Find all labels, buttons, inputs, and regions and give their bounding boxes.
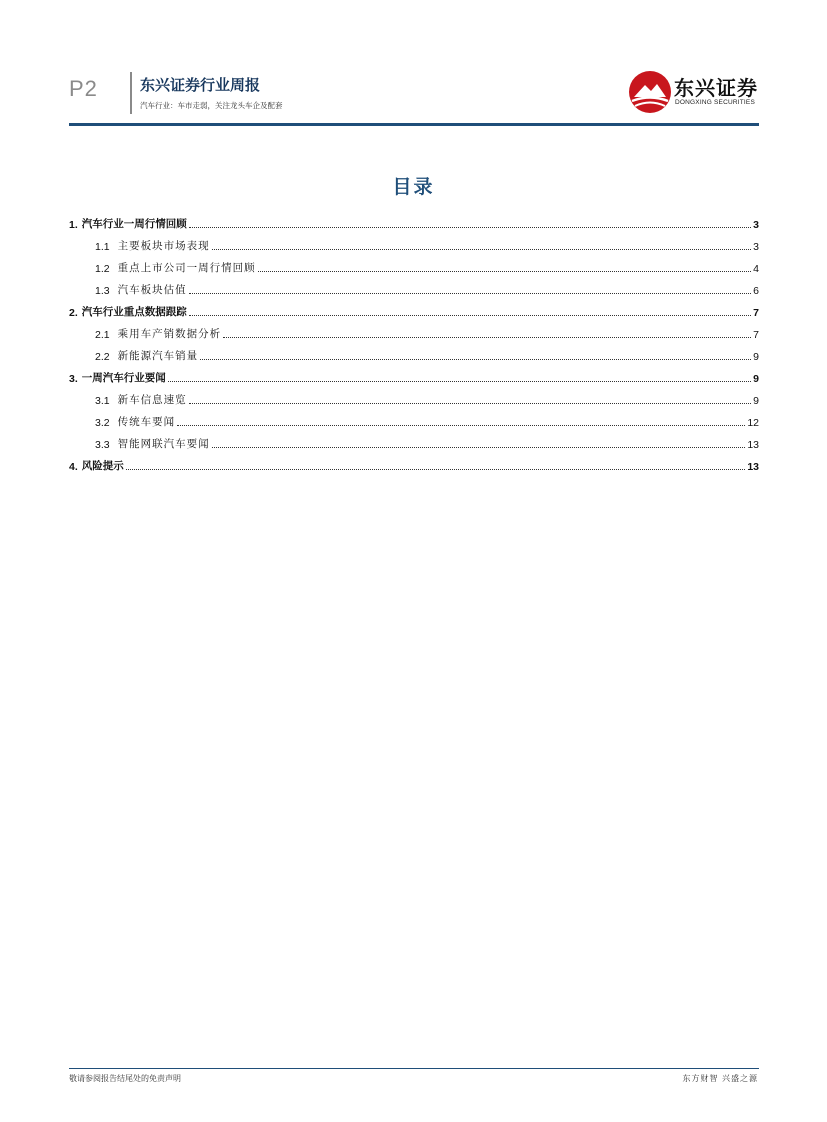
- toc-entry-label: 传统车要闻: [117, 416, 176, 428]
- toc-leader-dots: [223, 336, 751, 338]
- table-of-contents: [69, 209, 759, 473]
- logo-name-en: DONGXING SECURITIES: [675, 99, 756, 106]
- toc-title: 目录: [392, 176, 435, 198]
- toc-entry-page: 4: [753, 263, 759, 275]
- toc-entry-label: 汽车行业重点数据跟踪: [81, 306, 187, 318]
- footer-rule: [69, 1068, 759, 1069]
- toc-entry-number: 2.: [69, 307, 78, 319]
- toc-entry-page: 13: [747, 461, 759, 473]
- page-number: P2: [69, 76, 98, 101]
- report-title: 东兴证券行业周报: [140, 76, 261, 94]
- toc-entry[interactable]: [69, 209, 759, 231]
- toc-entry-page: 3: [753, 241, 759, 253]
- toc-leader-dots: [189, 314, 751, 316]
- toc-entry[interactable]: [69, 297, 759, 319]
- toc-entry-label: 新能源汽车销量: [117, 350, 199, 362]
- toc-entry-label: 新车信息速览: [117, 394, 187, 406]
- toc-leader-dots: [200, 358, 751, 360]
- logo-mark-icon: [628, 70, 672, 114]
- toc-leader-dots: [189, 402, 752, 404]
- toc-entry[interactable]: [69, 451, 759, 473]
- toc-leader-dots: [212, 446, 746, 448]
- toc-leader-dots: [189, 226, 751, 228]
- toc-leader-dots: [177, 424, 745, 426]
- toc-entry-label: 一周汽车行业要闻: [81, 372, 166, 384]
- toc-entry-number: 2.2: [95, 351, 110, 363]
- toc-entry-label: 重点上市公司一周行情回顾: [117, 262, 256, 274]
- toc-entry-label: 乘用车产销数据分析: [117, 328, 222, 340]
- toc-entry-label: 智能网联汽车要闻: [117, 438, 210, 450]
- toc-entry-label: 风险提示: [81, 460, 124, 472]
- toc-entry-page: 7: [753, 307, 759, 319]
- toc-leader-dots: [189, 292, 752, 294]
- toc-entry-number: 1.: [69, 219, 78, 231]
- toc-leader-dots: [168, 380, 751, 382]
- toc-entry-number: 3.2: [95, 417, 110, 429]
- toc-entry-label: 主要板块市场表现: [117, 240, 210, 252]
- toc-entry[interactable]: [69, 253, 759, 275]
- toc-entry-number: 3.: [69, 373, 78, 385]
- report-subtitle: 汽车行业：车市走弱，关注龙头车企及配套: [140, 101, 283, 110]
- toc-entry-label: 汽车板块估值: [117, 284, 187, 296]
- toc-entry-number: 1.3: [95, 285, 110, 297]
- toc-entry-page: 9: [753, 351, 759, 363]
- toc-entry-page: 12: [747, 417, 759, 429]
- header-rule: [69, 123, 759, 126]
- toc-entry-page: 6: [753, 285, 759, 297]
- toc-entry-number: 3.1: [95, 395, 110, 407]
- toc-entry-page: 13: [747, 439, 759, 451]
- footer-slogan: 东方财智 兴盛之源: [682, 1074, 758, 1083]
- toc-entry-number: 1.2: [95, 263, 110, 275]
- toc-entry-label: 汽车行业一周行情回顾: [81, 218, 187, 230]
- toc-leader-dots: [212, 248, 752, 250]
- logo-name-cn: 东兴证券: [674, 76, 758, 100]
- company-logo: [628, 68, 758, 116]
- toc-entry[interactable]: [69, 231, 759, 253]
- toc-entry-page: 9: [753, 395, 759, 407]
- toc-entry[interactable]: [69, 429, 759, 451]
- toc-entry-page: 3: [753, 219, 759, 231]
- toc-entry[interactable]: [69, 407, 759, 429]
- footer-disclaimer: 敬请参阅报告结尾处的免责声明: [69, 1074, 181, 1083]
- toc-leader-dots: [126, 468, 746, 470]
- toc-entry[interactable]: [69, 385, 759, 407]
- toc-entry[interactable]: [69, 341, 759, 363]
- toc-leader-dots: [258, 270, 752, 272]
- toc-entry[interactable]: [69, 319, 759, 341]
- toc-entry[interactable]: [69, 275, 759, 297]
- toc-entry-number: 4.: [69, 461, 78, 473]
- toc-entry-page: 7: [753, 329, 759, 341]
- toc-entry-number: 1.1: [95, 241, 110, 253]
- toc-entry-number: 3.3: [95, 439, 110, 451]
- toc-entry-page: 9: [753, 373, 759, 385]
- header-separator: [130, 72, 132, 114]
- toc-entry-number: 2.1: [95, 329, 110, 341]
- toc-entry[interactable]: [69, 363, 759, 385]
